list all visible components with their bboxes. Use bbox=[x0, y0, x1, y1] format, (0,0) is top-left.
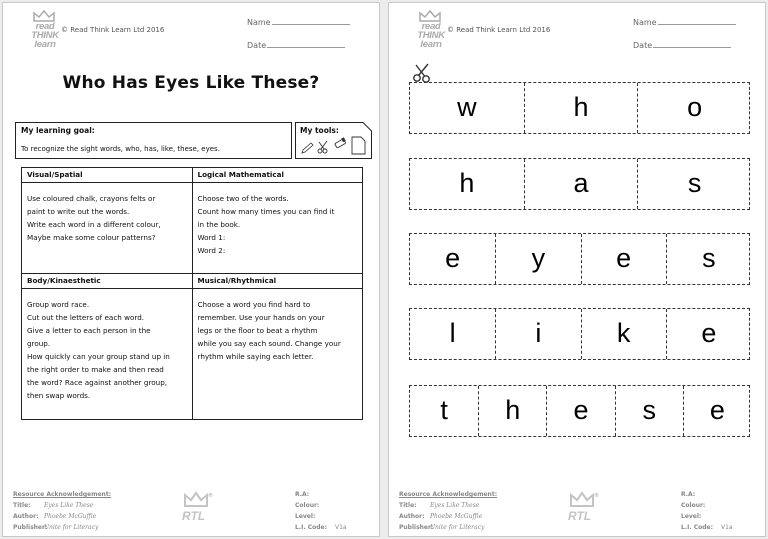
glue-stick-icon bbox=[332, 136, 348, 150]
activity-line: the right order to make and then read bbox=[27, 365, 164, 374]
activity-line: the word? Race against another group, bbox=[27, 378, 168, 387]
learning-goal-text: To recognize the sight words, who, has, like, these, eyes. bbox=[21, 145, 220, 153]
letter-card[interactable]: e bbox=[445, 243, 461, 273]
resource-footer bbox=[399, 491, 759, 531]
word-card-row bbox=[409, 385, 750, 437]
activity-line: remember. Use your hands on your bbox=[197, 313, 325, 322]
letter-card[interactable]: e bbox=[581, 234, 666, 284]
scissors-icon bbox=[317, 140, 330, 154]
read-think-learn-logo bbox=[415, 10, 445, 54]
musical-rhythmical-activity bbox=[192, 289, 363, 420]
letter-card[interactable]: o bbox=[637, 83, 751, 133]
footer-title-row: Title: Eyes Like These bbox=[399, 502, 480, 509]
date-line bbox=[267, 40, 345, 48]
logo-word: THINK bbox=[31, 30, 59, 41]
logo-word: read bbox=[421, 21, 441, 32]
word-card-row bbox=[409, 233, 750, 285]
footer-title-row: Title: Eyes Like These bbox=[13, 502, 94, 509]
letter-card[interactable]: t bbox=[440, 395, 448, 425]
activity-line: Maybe make some colour patterns? bbox=[27, 233, 156, 242]
word-card-row bbox=[409, 158, 750, 210]
activity-line: Choose a word you find hard to bbox=[197, 300, 311, 309]
ack-title: Resource Acknowledgement: bbox=[399, 491, 498, 498]
footer-publisher-row: Publisher:Unite for Literacy bbox=[399, 524, 485, 531]
date-label: Date bbox=[633, 41, 653, 50]
logical-mathematical-activity bbox=[192, 183, 363, 274]
quadrant-heading: Body/Kinaesthetic bbox=[22, 274, 193, 289]
activity-line: paint to write out the words. bbox=[27, 207, 130, 216]
quadrant-heading: Musical/Rhythmical bbox=[192, 274, 363, 289]
letter-card[interactable]: e bbox=[546, 386, 614, 436]
activity-line: in the book. bbox=[197, 220, 241, 229]
name-label: Name bbox=[633, 18, 657, 27]
activity-line: Group word race. bbox=[27, 300, 90, 309]
activity-line: Use coloured chalk, crayons felts or bbox=[27, 194, 156, 203]
copyright: © Read Think Learn Ltd 2016 bbox=[447, 26, 551, 34]
li-code-row: L.I. Code: V1a bbox=[295, 524, 347, 531]
date-field[interactable] bbox=[633, 40, 731, 50]
rtl-logo: RTL bbox=[566, 491, 600, 525]
footer-author-row: Author: Phoebe McGuffie bbox=[399, 513, 483, 520]
activity-line: group. bbox=[27, 339, 51, 348]
learning-goal-box bbox=[15, 122, 292, 159]
colour-label: Colour: bbox=[295, 502, 320, 509]
logo-word: learn bbox=[420, 39, 442, 50]
level-label: Level: bbox=[295, 513, 316, 520]
activity-line: Word 2: bbox=[197, 246, 226, 255]
letter-card[interactable]: a bbox=[524, 159, 638, 209]
learning-goal-label: My learning goal: bbox=[21, 126, 95, 135]
letter-card[interactable]: k bbox=[581, 309, 666, 359]
letter-card[interactable]: e bbox=[683, 386, 751, 436]
paper-icon bbox=[351, 136, 366, 155]
read-think-learn-logo bbox=[29, 10, 59, 54]
activity-grid bbox=[21, 167, 363, 420]
activity-line: rhythm while saying each letter. bbox=[197, 352, 314, 361]
copyright: © Read Think Learn Ltd 2016 bbox=[61, 26, 165, 34]
letter-card[interactable]: s bbox=[637, 159, 751, 209]
letter-card[interactable]: l bbox=[449, 318, 456, 348]
colour-label: Colour: bbox=[681, 502, 706, 509]
letter-card[interactable]: h bbox=[524, 83, 638, 133]
activity-line: Cut out the letters of each word. bbox=[27, 313, 145, 322]
letter-card[interactable]: s bbox=[615, 386, 683, 436]
date-line bbox=[653, 40, 731, 48]
tools-label: My tools: bbox=[300, 126, 339, 135]
letter-card[interactable]: w bbox=[457, 92, 477, 122]
activity-line: How quickly can your group stand up in bbox=[27, 352, 170, 361]
pencil-icon bbox=[301, 142, 314, 154]
ack-title: Resource Acknowledgement: bbox=[13, 491, 112, 498]
level-label: Level: bbox=[681, 513, 702, 520]
scissors-icon bbox=[412, 63, 434, 83]
name-field[interactable] bbox=[247, 17, 350, 27]
date-field[interactable] bbox=[247, 40, 345, 50]
word-card-row bbox=[409, 308, 750, 360]
registered-mark: ® bbox=[208, 493, 213, 499]
date-label: Date bbox=[247, 41, 267, 50]
tools-box bbox=[295, 122, 372, 159]
logo-word: read bbox=[35, 21, 55, 32]
logo-word: THINK bbox=[417, 30, 445, 41]
crown-icon bbox=[569, 491, 595, 507]
registered-mark: ® bbox=[594, 493, 599, 499]
name-label: Name bbox=[247, 18, 271, 27]
li-code-row: L.I. Code: V1a bbox=[681, 524, 733, 531]
quadrant-heading: Logical Mathematical bbox=[192, 168, 363, 183]
letter-card[interactable]: i bbox=[495, 309, 580, 359]
word-card-row bbox=[409, 82, 750, 134]
visual-spatial-activity bbox=[22, 183, 193, 274]
activity-line: Count how many times you can find it bbox=[197, 207, 335, 216]
activity-line: Give a letter to each person in the bbox=[27, 326, 151, 335]
letter-card[interactable]: h bbox=[478, 386, 546, 436]
letter-card[interactable]: y bbox=[495, 234, 580, 284]
activity-line: Choose two of the words. bbox=[197, 194, 289, 203]
ra-label: R.A: bbox=[295, 491, 310, 498]
name-field[interactable] bbox=[633, 17, 736, 27]
worksheet-title: Who Has Eyes Like These? bbox=[62, 73, 320, 93]
activity-line: then swap words. bbox=[27, 391, 91, 400]
letter-card[interactable]: s bbox=[666, 234, 751, 284]
quadrant-heading: Visual/Spatial bbox=[22, 168, 193, 183]
ra-label: R.A: bbox=[681, 491, 696, 498]
body-kinaesthetic-activity bbox=[22, 289, 193, 420]
letter-card[interactable]: e bbox=[666, 309, 751, 359]
worksheet-page bbox=[2, 2, 380, 537]
rtl-logo: RTL bbox=[180, 491, 214, 525]
footer-author-row: Author: Phoebe McGuffie bbox=[13, 513, 97, 520]
letter-card[interactable]: h bbox=[459, 168, 475, 198]
name-line bbox=[658, 17, 736, 25]
activity-line: Write each word in a different colour, bbox=[27, 220, 161, 229]
logo-word: learn bbox=[34, 39, 56, 50]
resource-footer bbox=[13, 491, 373, 531]
cutout-page bbox=[388, 2, 766, 537]
name-line bbox=[272, 17, 350, 25]
activity-line: legs or the floor to beat a rhythm bbox=[197, 326, 318, 335]
footer-publisher-row: Publisher:Unite for Literacy bbox=[13, 524, 99, 531]
activity-line: while you say each sound. Change your bbox=[197, 339, 341, 348]
activity-line: Word 1: bbox=[197, 233, 226, 242]
crown-icon bbox=[183, 491, 209, 507]
